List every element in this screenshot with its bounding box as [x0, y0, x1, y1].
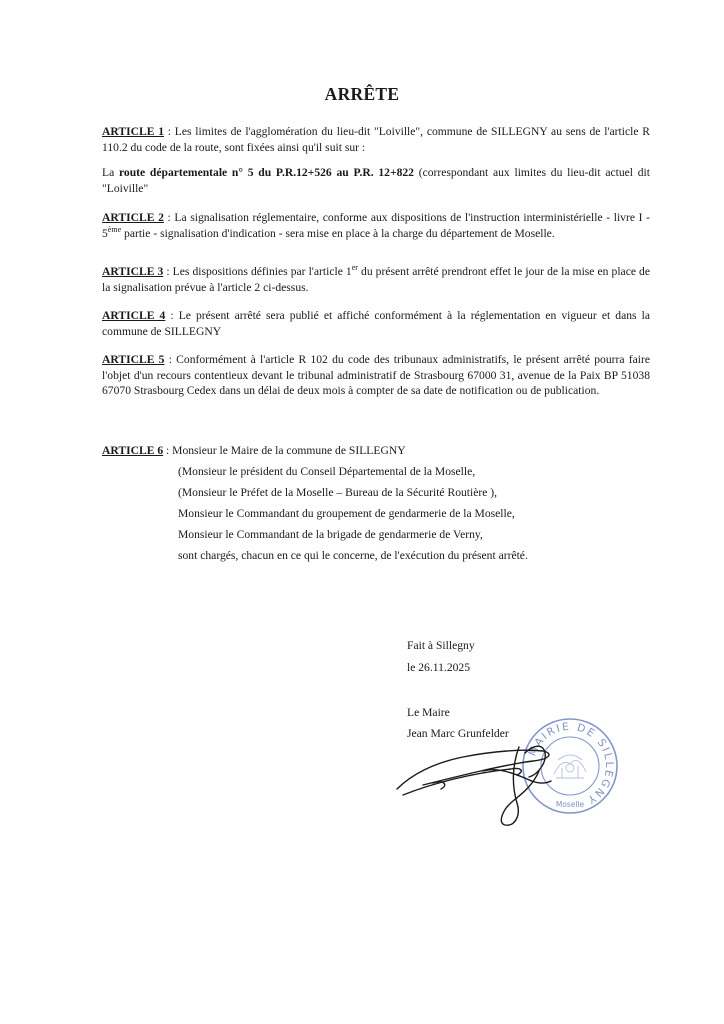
article-3-text-a: : Les dispositions définies par l'article 1: [163, 265, 352, 278]
article-6-line: Monsieur le Commandant de la brigade de gendarmerie de Verny,: [178, 528, 483, 541]
document-title: ARRÊTE: [324, 84, 400, 104]
signoff-name: Jean Marc Grunfelder: [407, 727, 509, 740]
signoff-date: le 26.11.2025: [407, 661, 471, 674]
article-2-text-b: partie - signalisation d'indication - sera mise en place à la charge du département de Moselle.: [121, 226, 555, 240]
route-suffix: (correspondant aux limites du lieu-dit actuel dit "Loiville": [102, 166, 650, 195]
article-1-label: ARTICLE 1: [102, 125, 164, 138]
article-6-line: sont chargés, chacun en ce qui le concerne, de l'exécution du présent arrêté.: [178, 549, 528, 562]
article-4-label: ARTICLE 4: [102, 309, 166, 322]
article-5-label: ARTICLE 5: [102, 353, 165, 366]
article-5-text: : Conformément à l'article R 102 du code des tribunaux administratifs, le présent arrêté pourra faire l'objet d'un recours contentieux devant le tribunal administratif de Strasbourg 67000 31, avenue de la Paix BP 51038 67070 Strasbourg Cedex dans un délai de deux mois à compter de sa date de notification ou de publication.: [102, 353, 650, 397]
article-3-text-b: du présent arrêté prendront effet le jour de la mise en place de la signalisation prévue à l'article 2 ci-dessus.: [102, 265, 650, 294]
signoff-place: Fait à Sillegny: [407, 639, 475, 652]
article-5: [102, 352, 650, 399]
article-4: [102, 308, 650, 339]
stamp-bottom-text: Moselle: [555, 800, 585, 809]
stamp-ring-text: MAIRIE DE SILLEGNY: [526, 720, 616, 807]
signoff-role: Le Maire: [407, 706, 450, 719]
article-2-text-a: : La signalisation réglementaire, conforme aux dispositions de l'instruction interministérielle - livre I - 5: [102, 211, 650, 240]
article-2-label: ARTICLE 2: [102, 211, 164, 224]
article-1-text: : Les limites de l'agglomération du lieu-dit "Loiville", commune de SILLEGNY au sens de l'article R 110.2 du code de la route, sont fixées ainsi qu'il suit sur :: [102, 125, 650, 154]
article-1: [102, 124, 650, 155]
article-2: [102, 210, 650, 241]
article-3-label: ARTICLE 3: [102, 265, 164, 278]
route-paragraph: [102, 165, 650, 196]
article-6: [102, 443, 406, 458]
route-prefix: La: [102, 166, 119, 179]
article-3: [102, 264, 650, 295]
article-6-line: (Monsieur le Préfet de la Moselle – Bureau de la Sécurité Routière ),: [178, 486, 498, 499]
article-3-sup: er: [351, 263, 358, 272]
article-6-label: ARTICLE 6: [102, 444, 164, 457]
article-6-first: : Monsieur le Maire de la commune de SILLEGNY: [163, 444, 406, 457]
article-6-line: (Monsieur le président du Conseil Départemental de la Moselle,: [178, 465, 476, 478]
article-4-text: : Le présent arrêté sera publié et affiché conformément à la réglementation en vigueur et dans la commune de SILLEGNY: [102, 309, 650, 338]
route-bold: route départementale n° 5 du P.R.12+526 au P.R. 12+822: [118, 166, 414, 179]
article-6-line: Monsieur le Commandant du groupement de gendarmerie de la Moselle,: [178, 507, 515, 520]
signature: [393, 723, 563, 833]
article-2-sup: ème: [107, 224, 122, 234]
